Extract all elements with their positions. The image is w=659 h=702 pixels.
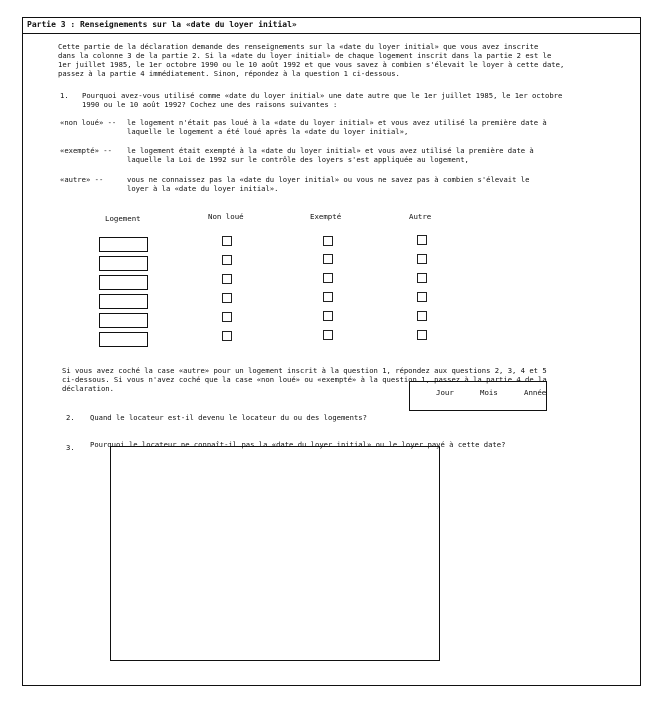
month-label: Mois [480,388,498,397]
reason-term: «non loué» -- [60,118,117,127]
intro-line: 1er juillet 1985, le 1er octobre 1990 ou le 10 août 1992 et que vous savez à combien s'élevait le loyer à cette date, [58,60,565,69]
logement-input[interactable] [99,275,148,290]
logement-input[interactable] [99,294,148,309]
intro-line: dans la colonne 3 de la partie 2. Si la «date du loyer initial» de chaque logement inscrit dans la partie 2 est le [58,51,552,60]
non-loue-checkbox[interactable] [222,293,232,303]
autre-checkbox[interactable] [417,311,427,321]
question-number: 2. [66,413,75,422]
logement-input[interactable] [99,256,148,271]
followup-line: déclaration. [62,384,114,393]
reason-text: vous ne connaissez pas la «date du loyer initial» ou vous ne savez pas à combien s'élevait le [127,175,530,184]
column-header-exempte: Exempté [310,212,342,221]
reason-term: «exempté» -- [60,146,112,155]
autre-checkbox[interactable] [417,254,427,264]
non-loue-checkbox[interactable] [222,331,232,341]
answer-textarea[interactable] [110,446,440,661]
question-text: Quand le locateur est-il devenu le locateur du ou des logements? [90,413,367,422]
exempte-checkbox[interactable] [323,236,333,246]
question-text: 1990 ou le 10 août 1992? Cochez une des raisons suivantes : [82,100,338,109]
non-loue-checkbox[interactable] [222,255,232,265]
question-number: 1. [60,91,69,100]
question-number: 3. [66,443,75,452]
exempte-checkbox[interactable] [323,292,333,302]
exempte-checkbox[interactable] [323,330,333,340]
intro-line: Cette partie de la déclaration demande des renseignements sur la «date du loyer initial» que vous avez inscrite [58,42,539,51]
section-title: Partie 3 : Renseignements sur la «date du loyer initial» [27,20,297,29]
day-label: Jour [436,388,454,397]
exempte-checkbox[interactable] [323,311,333,321]
non-loue-checkbox[interactable] [222,236,232,246]
exempte-checkbox[interactable] [323,254,333,264]
reason-text: laquelle le logement a été loué après la «date du loyer initial», [127,127,409,136]
question-text: Pourquoi avez-vous utilisé comme «date du loyer initial» une date autre que le 1er juillet 1985, le 1er octobre [82,91,563,100]
followup-line: ci-dessous. Si vous n'avez coché que la case «non loué» ou «exempté» à la question 1, passez à la partie 4 de la [62,375,547,384]
autre-checkbox[interactable] [417,273,427,283]
reason-text: le logement était exempté à la «date du loyer initial» et vous avez utilisé la première date à [127,146,534,155]
logement-input[interactable] [99,237,148,252]
autre-checkbox[interactable] [417,330,427,340]
year-label: Année [524,388,547,397]
logement-input[interactable] [99,332,148,347]
date-field[interactable] [409,381,547,411]
followup-line: Si vous avez coché la case «autre» pour un logement inscrit à la question 1, répondez aux questions 2, 3, 4 et 5 [62,366,547,375]
reason-text: loyer à la «date du loyer initial». [127,184,279,193]
autre-checkbox[interactable] [417,292,427,302]
reason-term: «autre» -- [60,175,104,184]
question-text: Pourquoi le locateur ne connaît-il pas la «date du loyer initial» ou le loyer payé à cette date? [90,440,506,449]
intro-line: passez à la partie 4 immédiatement. Sinon, répondez à la question 1 ci-dessous. [58,69,400,78]
section-title-bar [23,18,640,34]
autre-checkbox[interactable] [417,235,427,245]
logement-input[interactable] [99,313,148,328]
reason-text: laquelle la Loi de 1992 sur le contrôle des loyers s'est appliquée au logement, [127,155,469,164]
column-header-logement: Logement [105,214,141,223]
non-loue-checkbox[interactable] [222,274,232,284]
exempte-checkbox[interactable] [323,273,333,283]
reason-text: le logement n'était pas loué à la «date du loyer initial» et vous avez utilisé la première date à [127,118,547,127]
column-header-non-loue: Non loué [208,212,244,221]
non-loue-checkbox[interactable] [222,312,232,322]
column-header-autre: Autre [409,212,432,221]
